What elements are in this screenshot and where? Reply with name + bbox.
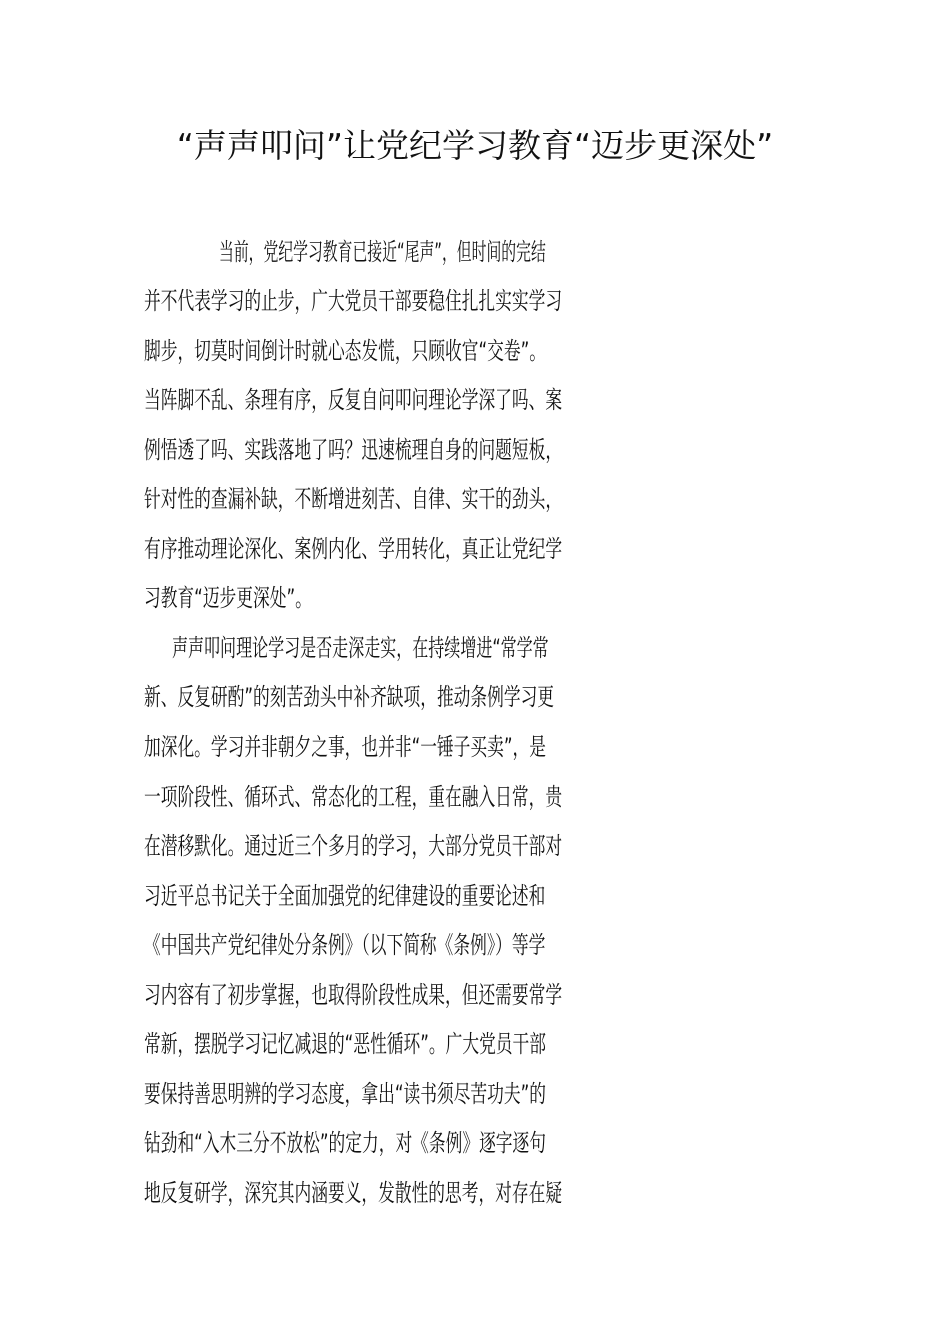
body-line-12: 一项阶段性、循环式、常态化的工程，重在融入日常，贵	[144, 783, 563, 811]
body-line-3: 脚步，切莫时间倒计时就心态发慌，只顾收官“交卷”。	[144, 337, 546, 365]
body-line-15: 《中国共产党纪律处分条例》（以下简称《条例》）等学	[144, 931, 546, 959]
body-line-20: 地反复研学，深究其内涵要义，发散性的思考，对存在疑	[144, 1179, 563, 1207]
body-line-11: 加深化。学习并非朝夕之事，也并非“一锤子买卖”，是	[144, 733, 546, 761]
body-line-14: 习近平总书记关于全面加强党的纪律建设的重要论述和	[144, 882, 546, 910]
body-line-17: 常新，摆脱学习记忆减退的“恶性循环”。广大党员干部	[144, 1030, 546, 1058]
body-line-2: 并不代表学习的止步，广大党员干部要稳住扎扎实实学习	[144, 287, 563, 315]
body-line-18: 要保持善思明辨的学习态度，拿出“读书须尽苦功夫”的	[144, 1080, 546, 1108]
body-line-5: 例悟透了吗、实践落地了吗？迅速梳理自身的问题短板，	[144, 436, 563, 464]
body-line-19: 钻劲和“入木三分不放松”的定力，对《条例》逐字逐句	[144, 1129, 546, 1157]
body-line-1: 当前，党纪学习教育已接近“尾声”，但时间的完结	[219, 238, 546, 266]
body-line-10: 新、反复研酌”的刻苦劲头中补齐缺项，推动条例学习更	[144, 683, 555, 711]
body-line-9: 声声叩问理论学习是否走深走实，在持续增进“常学常	[172, 634, 549, 662]
body-line-7: 有序推动理论深化、案例内化、学用转化，真正让党纪学	[144, 535, 563, 563]
body-line-8: 习教育“迈步更深处”。	[144, 584, 312, 612]
body-line-16: 习内容有了初步掌握，也取得阶段性成果，但还需要常学	[144, 981, 563, 1009]
body-line-6: 针对性的查漏补缺，不断增进刻苦、自律、实干的劲头，	[144, 485, 563, 513]
body-line-4: 当阵脚不乱、条理有序，反复自问叩问理论学深了吗、案	[144, 386, 563, 414]
document-title: “声声叩问”让党纪学习教育“迈步更深处”	[176, 126, 774, 165]
body-line-13: 在潜移默化。通过近三个多月的学习，大部分党员干部对	[144, 832, 563, 860]
